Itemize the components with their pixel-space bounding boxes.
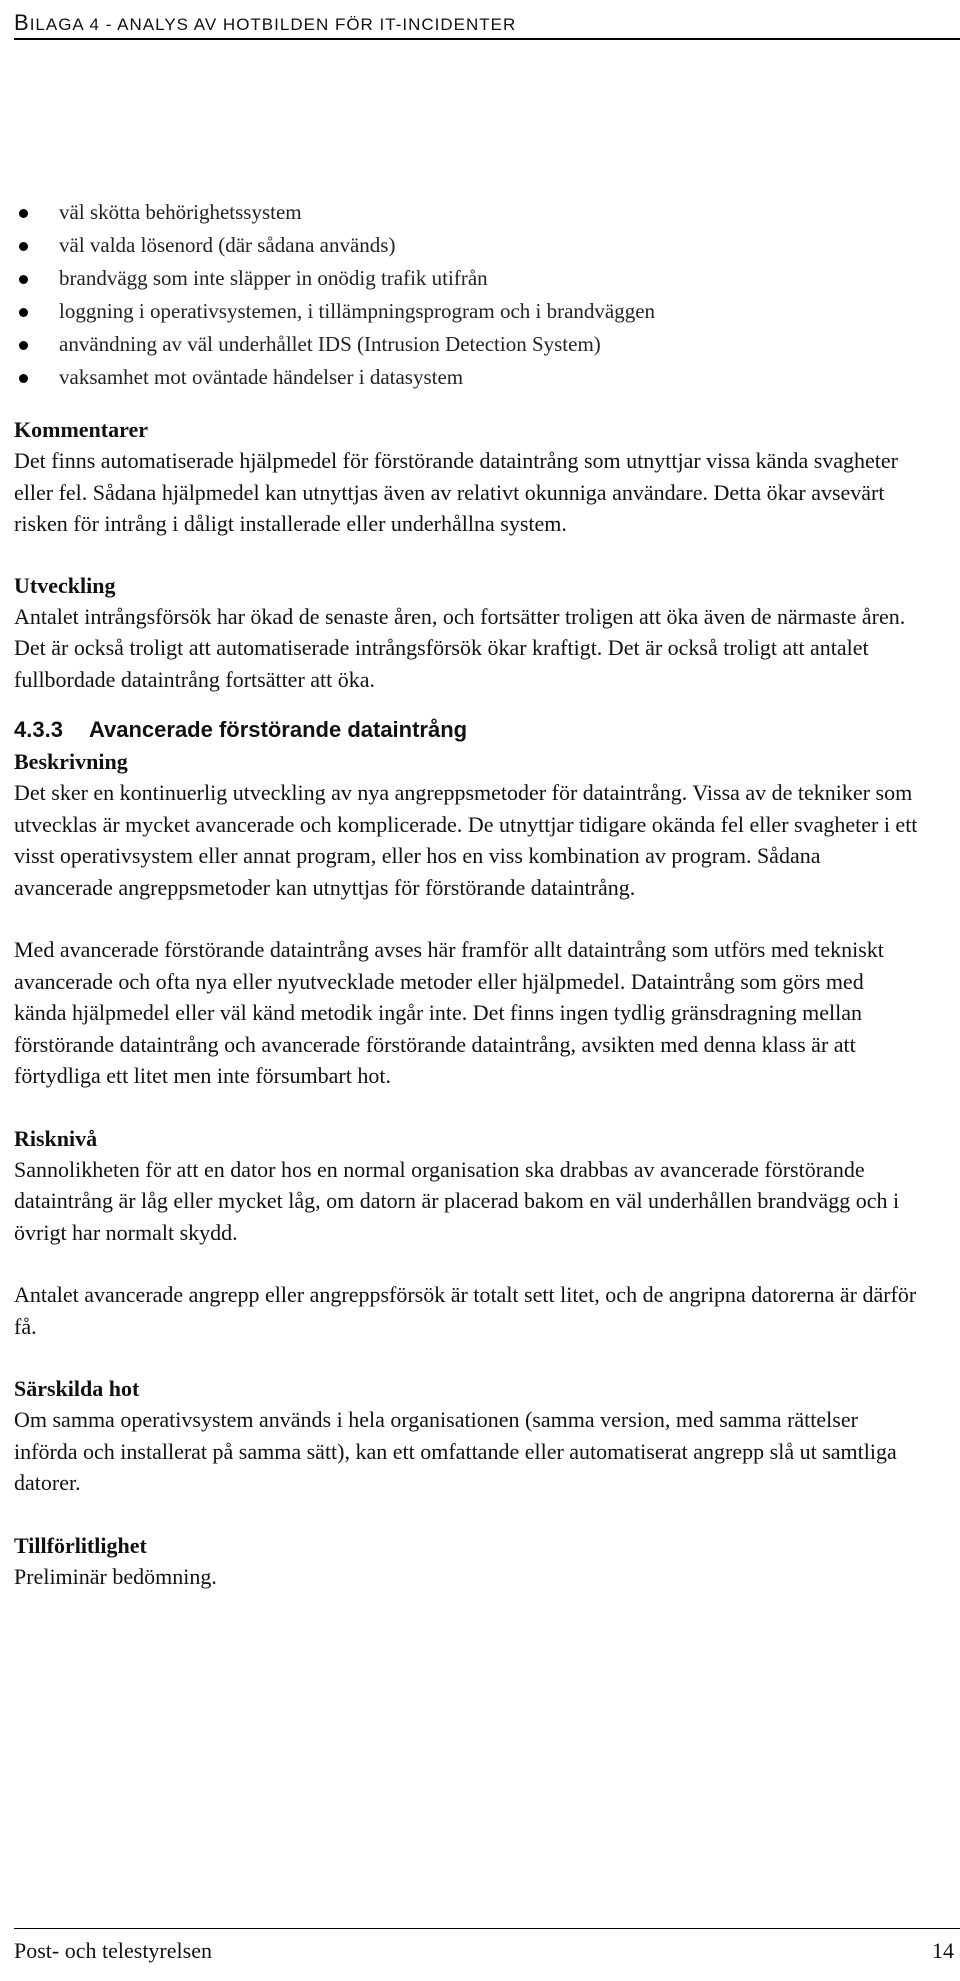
bullet-icon xyxy=(19,308,28,317)
list-item: väl skötta behörighetssystem xyxy=(14,196,919,229)
list-item: vaksamhet mot oväntade händelser i datasystem xyxy=(14,361,919,394)
bullet-list xyxy=(14,196,919,394)
header-first-letter: B xyxy=(14,10,30,35)
tillforlitlighet-text: Preliminär bedömning. xyxy=(14,1563,217,1589)
section-heading xyxy=(14,714,919,746)
tillforlitlighet-heading: Tillförlitlighet xyxy=(14,1532,147,1558)
list-item: brandvägg som inte släpper in onödig trafik utifrån xyxy=(14,262,919,295)
bullet-icon xyxy=(19,209,28,218)
sarskilda-heading: Särskilda hot xyxy=(14,1376,140,1401)
risk-heading: Risknivå xyxy=(14,1125,98,1151)
bullet-icon xyxy=(19,374,28,383)
bullet-icon xyxy=(19,341,28,350)
utveckling-heading: Utveckling xyxy=(14,572,116,598)
beskrivning-heading: Beskrivning xyxy=(14,749,128,774)
footer-rule xyxy=(14,1928,960,1929)
page-content xyxy=(14,196,919,1592)
kommentarer-heading: Kommentarer xyxy=(14,417,148,442)
risk-paragraph-2: Antalet avancerade angrepp eller angreppsförsök är totalt sett litet, och de angripna datorerna är därför få. xyxy=(14,1282,917,1339)
footer-organization: Post- och telestyrelsen xyxy=(14,1938,212,1963)
running-header xyxy=(14,10,516,36)
header-title: ILAGA 4 - ANALYS AV HOTBILDEN FÖR IT-INCIDENTER xyxy=(29,15,517,34)
list-item: användning av väl underhållet IDS (Intrusion Detection System) xyxy=(14,328,919,361)
beskrivning-paragraph-1: Det sker en kontinuerlig utveckling av nya angreppsmetoder för dataintrång. Vissa av de tekniker som utvecklas är mycket avancerade och komplicerade. De utnyttjar tidigare okända fel eller svagheter i ett visst operativsystem eller annat program, eller hos en viss kombination av program. Sådana avancerade angreppsmetoder kan utnyttjas för förstörande dataintrång. xyxy=(14,780,918,900)
bullet-icon xyxy=(19,242,28,251)
beskrivning-paragraph-2: Med avancerade förstörande dataintrång avses här framför allt dataintrång som utförs med tekniskt avancerade och ofta nya eller nyutvecklade metoder eller hjälpmedel. Dataintrång som görs med kända hjälpmedel eller väl känd metodik ingår inte. Det finns ingen tydlig gränsdragning mellan förstörande dataintrång och avancerade förstörande dataintrång, avsikten med denna klass är att förtydliga ett litet men inte försumbart hot. xyxy=(14,937,884,1088)
bullet-icon xyxy=(19,275,28,284)
header-rule xyxy=(14,38,960,40)
sarskilda-text: Om samma operativsystem används i hela organisationen (samma version, med samma rättelser införda och installerat på samma sätt), kan ett omfattande eller automatiserat angrepp slå ut samtliga datorer. xyxy=(14,1407,897,1495)
section-number: 4.3.3 xyxy=(14,717,63,742)
utveckling-text: Antalet intrångsförsök har ökad de senaste åren, och fortsätter troligen att öka även de närmaste åren. Det är också troligt att automatiserade intrångsförsök ökar kraftigt. Det är också troligt att antalet fullbordade dataintrång fortsätter att öka. xyxy=(14,603,906,692)
section-title: Avancerade förstörande dataintrång xyxy=(88,717,468,742)
list-item: väl valda lösenord (där sådana används) xyxy=(14,229,919,262)
list-item: loggning i operativsystemen, i tillämpningsprogram och i brandväggen xyxy=(14,295,919,328)
kommentarer-text: Det finns automatiserade hjälpmedel för förstörande dataintrång som utnyttjar vissa kända svagheter eller fel. Sådana hjälpmedel kan utnyttjas även av relativt okunniga användare. Detta ökar avsevärt risken för intrång i dåligt installerade eller underhållna system. xyxy=(14,448,898,536)
risk-paragraph-1: Sannolikheten för att en dator hos en normal organisation ska drabbas av avancerade förstörande dataintrång är låg eller mycket låg, om datorn är placerad bakom en väl underhållen brandvägg och i övrigt har normalt skydd. xyxy=(14,1156,900,1245)
page-number: 14 xyxy=(932,1938,954,1963)
